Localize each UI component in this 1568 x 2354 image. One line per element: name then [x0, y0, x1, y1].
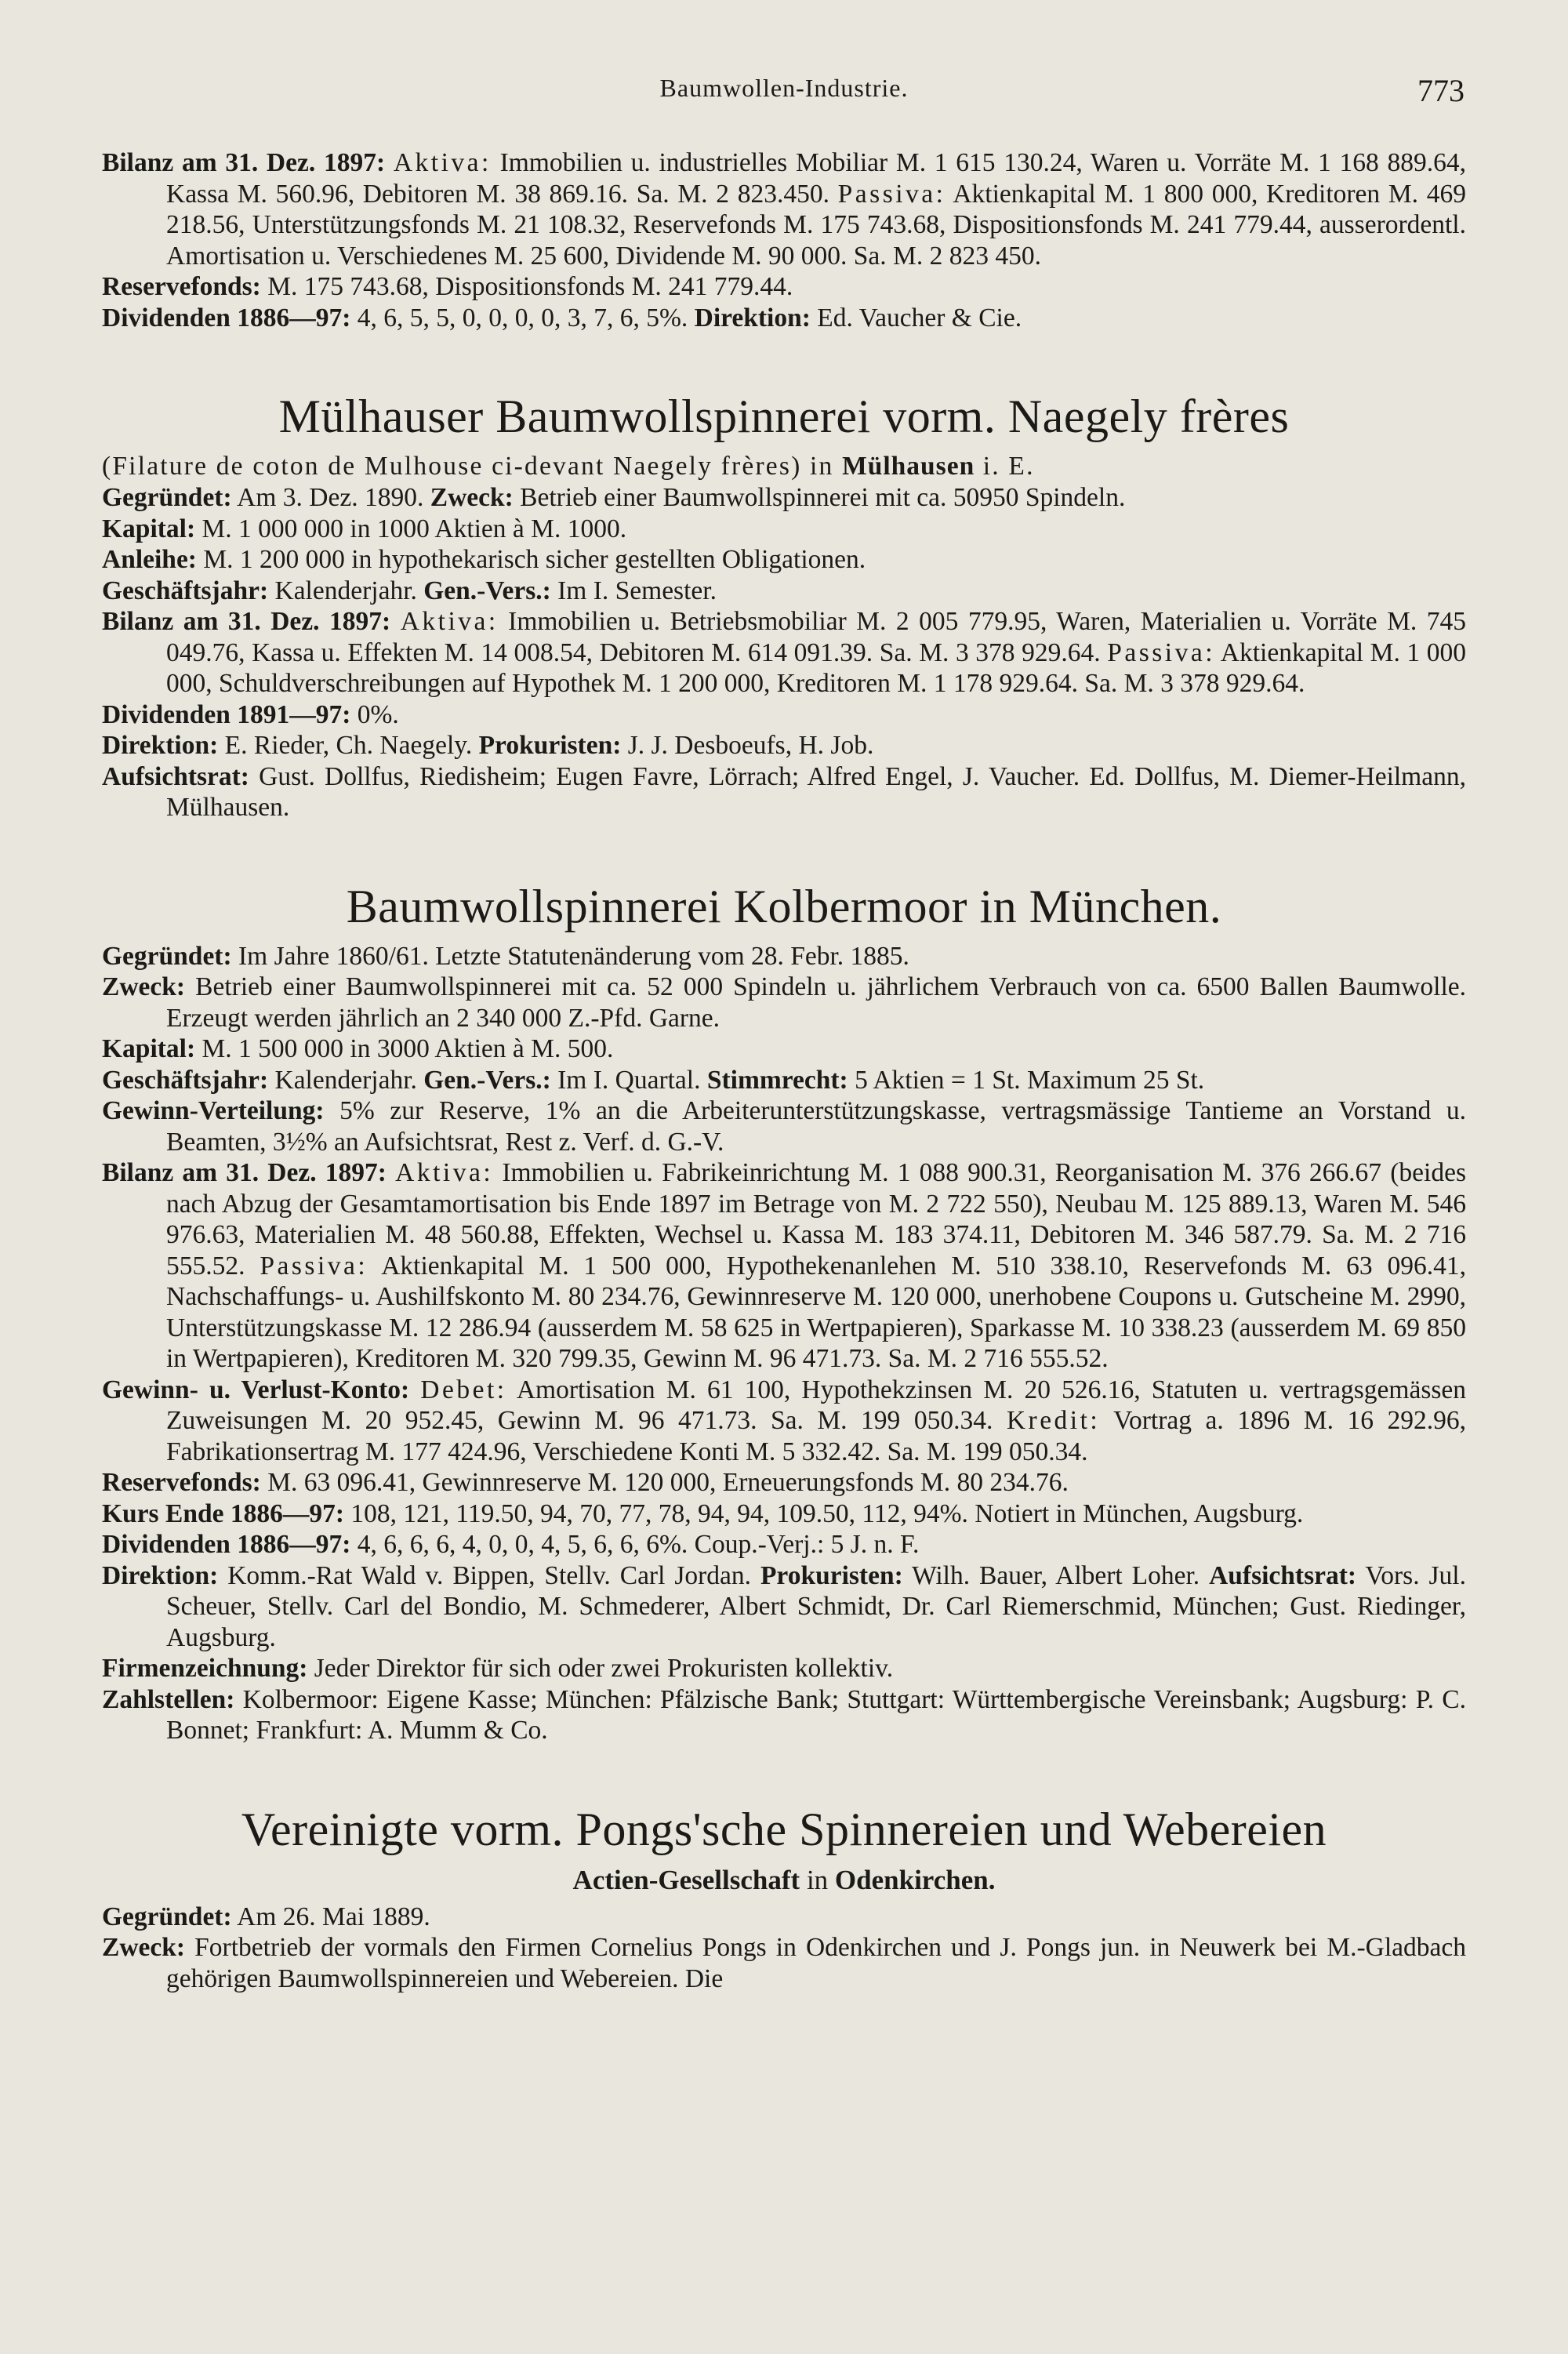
company-title: Mülhauser Baumwollspinnerei vorm. Naegely frères [278, 391, 1290, 442]
entry-text: Am 3. Dez. 1890. [231, 483, 430, 512]
entry-text: Aktienkapital M. 1 800 000, Kreditoren M. 469 218.56, Unterstützungsfonds M. 21 108.32, Reservefonds M. 175 743.68, Dispositionsfonds M. 241 779.44, ausserordentl. Amortisation u. Verschiedenes M. 25 600, Dividende M. 90 000. Sa. M. 2 823 450. [166, 179, 1466, 271]
passiva-label: Passiva: [260, 1251, 368, 1281]
company-section-kolbermoor [102, 880, 1466, 1746]
label: Aufsichtsrat: [1209, 1560, 1357, 1590]
entry-text: 108, 121, 119.50, 94, 70, 77, 78, 94, 94, 109.50, 112, 94%. Notiert in München, Augsburg. [343, 1498, 1304, 1528]
label: Direktion: [102, 1560, 219, 1590]
label: Reservefonds: [102, 272, 261, 301]
entry-text: Fortbetrieb der vormals den Firmen Cornelius Pongs in Odenkirchen und J. Pongs jun. in Neuwerk bei M.-Gladbach gehörigen Baumwollspinnereien und Webereien. Die [166, 1933, 1466, 1993]
label: Geschäftsjahr: [102, 1065, 269, 1095]
entry-text: Im Jahre 1860/61. Letzte Statutenänderung vom 28. Febr. 1885. [231, 941, 909, 971]
subtitle-location: Mülhausen [842, 452, 975, 481]
label: Kapital: [102, 514, 196, 543]
bilanz-entry [102, 147, 1466, 271]
zahlstellen-entry [102, 1684, 1466, 1746]
entry-text: M. 63 096.41, Gewinnreserve M. 120 000, Erneuerungsfonds M. 80 234.76. [260, 1468, 1069, 1497]
kurs-entry [102, 1498, 1466, 1530]
entry-text: Gust. Dollfus, Riedisheim; Eugen Favre, Lörrach; Alfred Engel, J. Vaucher. Ed. Dollfus, M. Diemer-Heilmann, Mülhausen. [166, 761, 1466, 822]
page-number: 773 [1417, 73, 1465, 108]
entry-text: Kolbermoor: Eigene Kasse; München: Pfälzische Bank; Stuttgart: Württembergische Vereinsbank; Augsburg: P. C. Bonnet; Frankfurt: A. Mumm & Co. [166, 1684, 1466, 1745]
zweck-entry [102, 972, 1466, 1034]
geschaeftsjahr-entry [102, 576, 1466, 607]
entry-text: Betrieb einer Baumwollspinnerei mit ca. 52 000 Spindeln u. jährlichem Verbrauch von ca. 6500 Ballen Baumwolle. Erzeugt werden jährlich an 2 340 000 Z.-Pfd. Garne. [166, 972, 1466, 1033]
bilanz-entry [102, 606, 1466, 699]
direktion-entry [102, 730, 1466, 761]
label: Aufsichtsrat: [102, 761, 249, 791]
label: Bilanz am 31. Dez. 1897: [102, 1158, 387, 1187]
entry-text: Wilh. Bauer, Albert Loher. [902, 1560, 1210, 1590]
label: Dividenden 1886—97: [102, 303, 351, 332]
company-section-pongs [102, 1803, 1466, 1995]
label: Zweck: [430, 483, 514, 512]
label: Anleihe: [102, 545, 197, 574]
kapital-entry [102, 1034, 1466, 1065]
entry-text: Immobilien u. industrielles Mobiliar M. 1 615 130.24, Waren u. Vorräte M. 1 168 889.64, Kassa M. 560.96, Debitoren M. 38 869.16. Sa. M. 2 823.450. [166, 148, 1467, 209]
subtitle-company-type: Actien-Gesellschaft [572, 1864, 800, 1895]
direktion-entry [102, 1560, 1466, 1654]
label: Gen.-Vers.: [423, 576, 551, 605]
label: Bilanz am 31. Dez. 1897: [102, 607, 391, 636]
aufsichtsrat-entry [102, 761, 1466, 823]
bilanz-entry [102, 1157, 1466, 1375]
label: Direktion: [102, 731, 219, 760]
label: Kurs Ende 1886—97: [102, 1498, 344, 1528]
label: Reservefonds: [102, 1468, 261, 1497]
entry-text: 5 Aktien = 1 St. Maximum 25 St. [848, 1065, 1205, 1095]
label: Zahlstellen: [102, 1684, 235, 1714]
entry-text: M. 1 500 000 in 3000 Aktien à M. 500. [195, 1034, 614, 1063]
label: Prokuristen: [478, 731, 622, 760]
kredit-label: Kredit: [1006, 1406, 1101, 1435]
entry-text: J. J. Desboeufs, H. Job. [621, 731, 874, 760]
entry-text: Aktienkapital M. 1 000 000, Schuldverschreibungen auf Hypothek M. 1 200 000, Kreditoren M. 1 178 929.64. Sa. M. 3 378 929.64. [166, 638, 1467, 698]
label: Gegründet: [102, 483, 232, 512]
label: Gegründet: [102, 1902, 232, 1931]
passiva-label: Passiva: [837, 179, 946, 209]
label: Direktion: [694, 303, 811, 332]
entry-text: Immobilien u. Betriebsmobiliar M. 2 005 779.95, Waren, Materialien u. Vorräte M. 745 049.76, Kassa u. Effekten M. 14 008.54, Debitoren M. 614 091.39. Sa. M. 3 378 929.64. [166, 607, 1467, 667]
gegruendet-entry [102, 1902, 1466, 1933]
label: Dividenden 1886—97: [102, 1530, 351, 1559]
entry-text: E. Rieder, Ch. Naegely. [218, 731, 479, 760]
label: Gewinn- u. Verlust-Konto: [102, 1375, 410, 1404]
dividenden-entry [102, 303, 1466, 334]
label: Stimmrecht: [706, 1065, 848, 1095]
entry-text: Betrieb einer Baumwollspinnerei mit ca. 50950 Spindeln. [513, 483, 1126, 512]
label: Gewinn-Verteilung: [102, 1096, 325, 1125]
gewinn-verteilung-entry [102, 1095, 1466, 1157]
dividenden-entry [102, 1529, 1466, 1560]
gegruendet-entry [102, 482, 1466, 514]
kapital-entry [102, 514, 1466, 545]
aktiva-label: Aktiva: [395, 1158, 494, 1187]
entry-text: 5% zur Reserve, 1% an die Arbeiterunterstützungskasse, vertragsmässige Tantieme an Vorstand u. Beamten, 3½% an Aufsichtsrat, Rest z. Verf. d. G.-V. [166, 1096, 1466, 1157]
gewinn-verlust-entry [102, 1375, 1466, 1468]
label: Firmenzeichnung: [102, 1654, 308, 1683]
label: Gen.-Vers.: [423, 1065, 551, 1095]
firmenzeichnung-entry [102, 1653, 1466, 1684]
entry-text: Aktienkapital M. 1 500 000, Hypothekenanlehen M. 510 338.10, Reservefonds M. 63 096.41, Nachschaffungs- u. Aushilfskonto M. 80 234.76, Gewinnreserve M. 120 000, unerhobene Coupons u. Gutscheine M. 2990, Unterstützungskasse M. 12 286.94 (ausserdem M. 58 625 in Wertpapieren), Sparkasse M. 10 338.23 (ausserdem M. 69 850 in Wertpapieren), Kreditoren M. 320 799.35, Gewinn M. 96 471.73. Sa. M. 2 716 555.52. [166, 1251, 1467, 1373]
zweck-entry [102, 1932, 1466, 1994]
entry-text: Amortisation M. 61 100, Hypothekzinsen M. 20 526.16, Statuten u. vertragsgemässen Zuweisungen M. 20 952.45, Gewinn M. 96 471.73. Sa. M. 199 050.34. [166, 1375, 1467, 1435]
company-title: Vereinigte vorm. Pongs'sche Spinnereien und Webereien [241, 1803, 1327, 1855]
subtitle-text: in [800, 1864, 835, 1895]
page-header [0, 69, 1568, 108]
reservefonds-entry [102, 1467, 1466, 1498]
label: Gegründet: [102, 941, 232, 971]
entry-text: M. 1 200 000 in hypothekarisch sicher gestellten Obligationen. [196, 545, 866, 574]
entry-text: Kalenderjahr. [268, 1065, 424, 1095]
company-title: Baumwollspinnerei Kolbermoor in München. [346, 880, 1222, 932]
entry-text: Immobilien u. Fabrikeinrichtung M. 1 088 900.31, Reorganisation M. 376 266.67 (beides nach Abzug der Gesamtamortisation bis Ende 1897 im Betrage von M. 2 722 550), Neubau M. 125 889.13, Waren M. 546 976.63, Materialien M. 48 560.88, Effekten, Wechsel u. Kassa M. 183 374.11, Debitoren M. 346 587.79. Sa. M. 2 716 555.52. [166, 1158, 1466, 1281]
gegruendet-entry [102, 941, 1466, 972]
entry-text: M. 175 743.68, Dispositionsfonds M. 241 779.44. [260, 272, 793, 301]
entry-text: Im I. Quartal. [550, 1065, 707, 1095]
company-section-muelhauser [102, 390, 1466, 823]
entry-text: Kalenderjahr. [268, 576, 424, 605]
entry-text: Ed. Vaucher & Cie. [810, 303, 1022, 332]
entry-text: 0%. [350, 699, 399, 729]
aktiva-label: Aktiva: [393, 148, 492, 177]
subtitle-text: (Filature de coton de Mulhouse ci-devant Naegely frères) in [102, 452, 834, 481]
subtitle-end: i. E. [975, 452, 1035, 481]
passiva-label: Passiva: [1107, 638, 1216, 667]
entry-text: Am 26. Mai 1889. [231, 1902, 430, 1931]
entry-text: 4, 6, 5, 5, 0, 0, 0, 0, 3, 7, 6, 5%. [350, 303, 695, 332]
label: Zweck: [102, 1933, 186, 1962]
geschaeftsjahr-entry [102, 1065, 1466, 1096]
entry-text: Jeder Direktor für sich oder zwei Prokuristen kollektiv. [307, 1654, 894, 1683]
dividenden-entry [102, 699, 1466, 731]
label: Bilanz am 31. Dez. 1897: [102, 148, 386, 177]
page-content [102, 147, 1466, 1994]
company-subtitle [102, 1864, 1466, 1897]
label: Kapital: [102, 1034, 196, 1063]
debet-label: Debet: [420, 1375, 507, 1404]
entry-text: Im I. Semester. [550, 576, 717, 605]
entry-text: 4, 6, 6, 6, 4, 0, 0, 4, 5, 6, 6, 6%. Coup.-Verj.: 5 J. n. F. [350, 1530, 920, 1559]
subtitle-location: Odenkirchen. [834, 1864, 996, 1895]
aktiva-label: Aktiva: [400, 607, 499, 636]
entry-text: Vors. Jul. Scheuer, Stellv. Carl del Bondio, M. Schmederer, Albert Schmidt, Dr. Carl Riemerschmid, München; Gust. Riedinger, Augsburg. [166, 1560, 1466, 1652]
label: Prokuristen: [760, 1560, 903, 1590]
entry-text: Vortrag a. 1896 M. 16 292.96, Fabrikationsertrag M. 177 424.96, Verschiedene Konti M. 5 332.42. Sa. M. 199 050.34. [166, 1406, 1466, 1466]
label: Geschäftsjahr: [102, 576, 269, 605]
company-subtitle [102, 451, 1466, 482]
label: Dividenden 1891—97: [102, 699, 351, 729]
running-title: Baumwollen-Industrie. [659, 74, 909, 102]
entry-text: Komm.-Rat Wald v. Bippen, Stellv. Carl Jordan. [218, 1560, 760, 1590]
label: Zweck: [102, 972, 186, 1001]
entry-text: M. 1 000 000 in 1000 Aktien à M. 1000. [195, 514, 627, 543]
reservefonds-entry [102, 271, 1466, 303]
anleihe-entry [102, 544, 1466, 576]
